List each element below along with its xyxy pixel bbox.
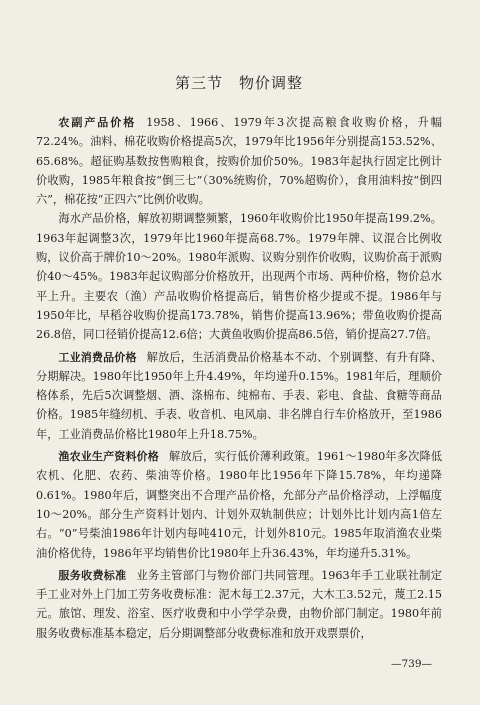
heading-consumer-goods-prices: 工业消费品价格 [58,350,137,364]
paragraph-consumer-goods-prices [36,348,442,444]
body-agricultural-prices: 1958、1966、1979年3次提高粮食收购价格，升幅72.24%。油料、棉花收购价格提高5次，1979年比1956年分别提高153.52%、65.68%。超征购基数按售购粮食，按购价加价50%。1983年起执行固定比例计价收购，1985年粮食按“倒三七”（30%统购价，70%超购价），食用油料按“倒四六”，棉花按“正四六”比例价收购。 [36,116,442,207]
paragraph-agricultural-prices [36,113,442,209]
paragraph-service-fees [36,566,442,643]
body-service-fees: 业务主管部门与物价部门共同管理。1963年手工业联社制定手工业对外上门加工劳务收费标准：泥木每工2.37元，大木工3.52元，蔑工2.15元。旅馆、理发、浴室、医疗收费和中小学学杂费，由物价部门制定。1980年前服务收费标准基本稳定，后分期调整部分收费标准和放开戏票票价， [36,568,442,640]
body-consumer-goods-prices: 解放后，生活消费品价格基本不动、个别调整、有升有降、分期解决。1980年比1950年上升4.49%，年均递升0.15%。1981年后，理顺价格体系，先后5次调整烟、酒、涤棉布、纯棉布、手表、彩电、食盐、食糖等商品价格。1985年缝纫机、手表、收音机、电风扇、非名牌自行车价格放开，至1986年，工业消费品价格比1980年上升18.75%。 [36,350,443,441]
body-seafood-prices: 海水产品价格，解放初期调整频繁，1960年收购价比1950年提高199.2%。1963年起调整3次，1979年比1960年提高68.7%。1979年牌、议混合比例收购，议价高于牌价10～20%。1980年派购、议购分别作价收购，议购价高于派购价40～45%。1983年起议购部分价格放开，出现两个市场、两种价格，物价总水平上升。主要农（渔）产品收购价格提高后，销售价格少提或不提。1986年与1950年比，早稻谷收购价提高173.78%，销售价提高13.96%；带鱼收购价提高26.8倍，同口径销价提高12.6倍；大黄鱼收购价提高86.5倍，销价提高27.7倍。 [36,212,442,342]
paragraph-production-materials-prices [36,447,442,563]
body-production-materials-prices: 解放后，实行低价薄利政策。1961～1980年多次降低农机、化肥、农药、柴油等价格。1980年比1956年下降15.78%，年均递降0.61%。1980年后，调整突出不合理产品价格，允部分产品价格浮动，上浮幅度10～20%。部分生产资料计划内、计划外双轨制供应；计划外比计划内高1倍左右。“0”号柴油1986年计划内每吨410元，计划外810元。1985年取消渔农业柴油价格优待，1986年平均销售价比1980年上升36.43%，年均递升5.31%。 [36,450,443,560]
page-number: —739— [390,658,432,670]
heading-agricultural-prices: 农副产品价格 [58,116,137,129]
heading-service-fees: 服务收费标准 [58,568,127,582]
heading-production-materials-prices: 渔农业生产资料价格 [58,450,159,464]
section-title: 第三节 物价调整 [174,74,303,92]
paragraph-seafood-prices [36,209,442,344]
